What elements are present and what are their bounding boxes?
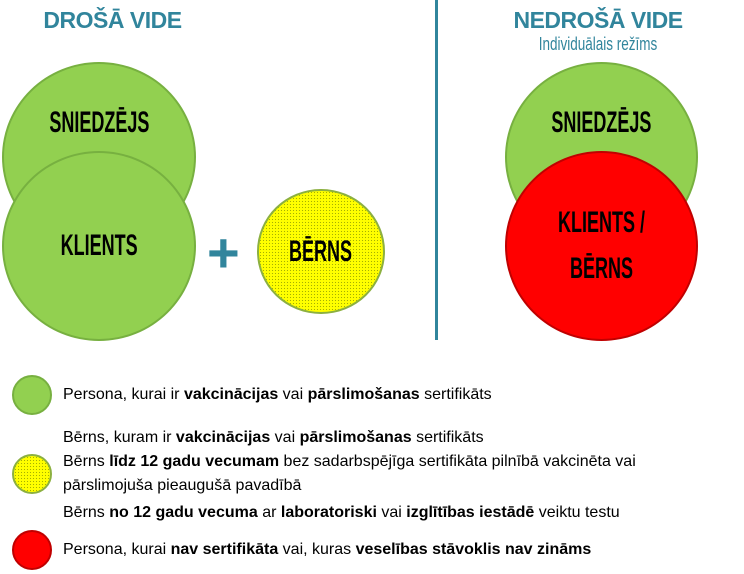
legend-text-segment: vai — [278, 386, 308, 403]
legend-yellow-text-1 — [63, 426, 484, 450]
legend-red-swatch — [12, 530, 52, 570]
legend-bold-text: pārslimošanas — [307, 386, 420, 403]
legend-text-segment: pārslimojuša pieaugušā pavadībā — [63, 477, 302, 494]
legend-text-segment: Bērns — [63, 504, 110, 521]
safe-environment-title: DROŠĀ VIDE — [43, 7, 182, 33]
legend-text-segment: sertifikāts — [411, 429, 484, 446]
legend-yellow-text-2 — [63, 450, 636, 474]
client-child-circle — [505, 151, 698, 341]
legend-text-segment: Bērns — [63, 453, 110, 470]
client-label-unsafe: KLIENTS / — [557, 206, 645, 239]
legend-yellow-text-4 — [63, 501, 620, 525]
divider — [435, 0, 438, 340]
legend-text-segment: Persona, kurai ir — [63, 386, 184, 403]
child-label-unsafe: BĒRNS — [569, 252, 633, 285]
legend-bold-text: no 12 gadu vecuma — [109, 504, 258, 521]
legend-green-swatch — [12, 375, 52, 415]
legend-green-text — [63, 383, 492, 407]
plus-icon: + — [207, 221, 240, 284]
legend-bold-text: vakcinācijas — [175, 429, 271, 446]
legend-yellow-text-3 — [63, 474, 301, 498]
client-label: KLIENTS — [60, 229, 138, 262]
legend-yellow-swatch — [12, 454, 52, 494]
legend-text-segment: sertifikāts — [419, 386, 492, 403]
legend-text-segment: ar — [257, 504, 281, 521]
legend-bold-text: līdz 12 gadu vecumam — [109, 453, 280, 470]
legend-red-text — [63, 538, 591, 562]
unsafe-environment-subtitle: Individuālais režīms — [538, 34, 658, 54]
legend-text-segment: veiktu testu — [534, 504, 620, 521]
legend-text-segment: vai — [270, 429, 300, 446]
unsafe-environment-title: NEDROŠĀ VIDE — [513, 7, 683, 33]
legend-text-segment: vai, kuras — [278, 541, 356, 558]
legend-bold-text: vakcinācijas — [183, 386, 279, 403]
provider-label-unsafe: SNIEDZĒJS — [551, 106, 652, 139]
legend-text-segment: bez sadarbspējīga sertifikāta pilnībā vakcinēta vai — [279, 453, 636, 470]
legend-bold-text: pārslimošanas — [299, 429, 412, 446]
legend-text-segment: vai — [376, 504, 407, 521]
client-circle — [2, 151, 196, 341]
provider-label: SNIEDZĒJS — [48, 106, 150, 139]
legend-bold-text: izglītības iestādē — [406, 504, 535, 521]
legend-text-segment: Bērns, kuram ir — [63, 429, 176, 446]
child-label: BĒRNS — [289, 234, 353, 268]
legend-bold-text: laboratoriski — [280, 504, 377, 521]
legend-text-segment: Persona, kurai — [63, 541, 171, 558]
legend-bold-text: veselības stāvoklis nav zināms — [355, 541, 592, 558]
legend-bold-text: nav sertifikāta — [170, 541, 279, 558]
child-circle — [257, 189, 385, 314]
